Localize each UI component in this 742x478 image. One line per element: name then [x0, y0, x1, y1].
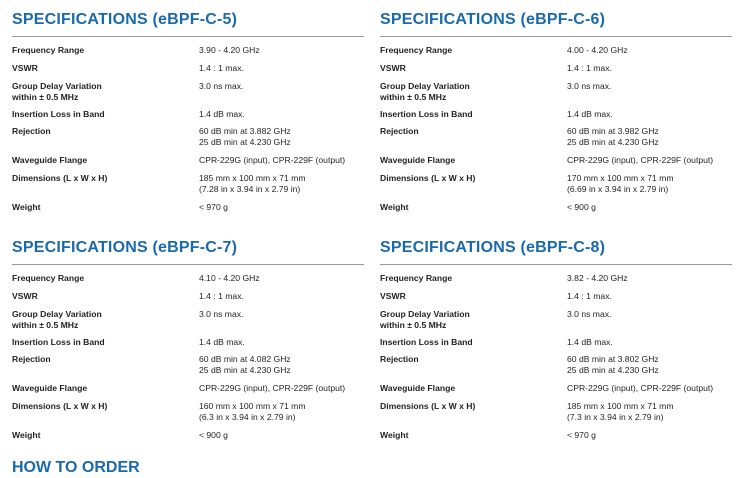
- spec-value-line: CPR-229G (input), CPR-229F (output): [199, 155, 346, 165]
- spec-label-line-2: within ± 0.5 MHz: [12, 91, 79, 102]
- spec-value: [199, 354, 374, 375]
- spec-value-line-2: 25 dB min at 4.230 GHz: [199, 136, 291, 147]
- spec-label: [12, 291, 192, 302]
- spec-label: [12, 401, 192, 412]
- spec-value-line: 185 mm x 100 mm x 71 mm: [199, 173, 306, 183]
- spec-value-line: 1.4 : 1 max.: [199, 63, 244, 73]
- spec-label: [380, 401, 560, 412]
- spec-label: [380, 383, 560, 394]
- spec-value-line: 60 dB min at 3.982 GHz: [567, 126, 659, 136]
- spec-value-line: CPR-229G (input), CPR-229F (output): [567, 383, 714, 393]
- spec-label-line: Waveguide Flange: [380, 383, 456, 393]
- spec-value-line-2: (7.28 in x 3.94 in x 2.79 in): [199, 183, 301, 194]
- spec-value-line: 4.10 - 4.20 GHz: [199, 273, 260, 283]
- section-divider: [380, 36, 732, 37]
- spec-label: [380, 109, 560, 120]
- spec-value: [567, 430, 742, 441]
- spec-value: [567, 45, 742, 56]
- spec-value: [199, 273, 374, 284]
- spec-value-line-2: 25 dB min at 4.230 GHz: [567, 136, 659, 147]
- spec-value-line: < 900 g: [567, 202, 596, 212]
- spec-value-line: 1.4 : 1 max.: [199, 291, 244, 301]
- spec-value-line: 1.4 dB max.: [199, 109, 245, 119]
- spec-value: [567, 81, 742, 92]
- spec-label: [12, 430, 192, 441]
- spec-label: [380, 126, 560, 137]
- spec-label: [380, 291, 560, 302]
- spec-label-line-2: within ± 0.5 MHz: [12, 319, 79, 330]
- spec-value: [567, 63, 742, 74]
- spec-value: [567, 126, 742, 147]
- spec-value-line: 3.82 - 4.20 GHz: [567, 273, 628, 283]
- spec-value-line-2: (7.3 in x 3.94 in x 2.79 in): [567, 411, 664, 422]
- spec-label: [380, 309, 560, 330]
- spec-label: [380, 45, 560, 56]
- spec-label: [380, 63, 560, 74]
- spec-label-line: Insertion Loss in Band: [12, 109, 105, 119]
- spec-label: [12, 309, 192, 330]
- spec-label-line: Frequency Range: [380, 45, 453, 55]
- spec-value-line: 185 mm x 100 mm x 71 mm: [567, 401, 674, 411]
- section-title: SPECIFICATIONS (eBPF-C-7): [12, 239, 238, 256]
- spec-label-line: Frequency Range: [12, 273, 85, 283]
- spec-value: [199, 401, 374, 422]
- spec-value: [199, 291, 374, 302]
- spec-label: [380, 273, 560, 284]
- spec-label: [380, 354, 560, 365]
- spec-label: [12, 109, 192, 120]
- spec-value: [567, 383, 742, 394]
- spec-label-line: Group Delay Variation: [12, 309, 102, 319]
- spec-value-line: 3.0 ns max.: [199, 309, 244, 319]
- spec-value-line-2: (6.69 in x 3.94 in x 2.79 in): [567, 183, 669, 194]
- spec-value: [199, 202, 374, 213]
- spec-value-line: 60 dB min at 3.802 GHz: [567, 354, 659, 364]
- spec-label-line: Insertion Loss in Band: [12, 337, 105, 347]
- spec-label-line: Waveguide Flange: [12, 155, 88, 165]
- spec-label-line: Rejection: [380, 126, 419, 136]
- spec-value-line: 3.0 ns max.: [199, 81, 244, 91]
- spec-value-line: 1.4 : 1 max.: [567, 291, 612, 301]
- spec-label-line: VSWR: [380, 291, 406, 301]
- spec-value: [567, 202, 742, 213]
- section-title: SPECIFICATIONS (eBPF-C-6): [380, 11, 606, 28]
- spec-label: [380, 173, 560, 184]
- spec-label-line: Group Delay Variation: [380, 309, 470, 319]
- spec-label-line: Rejection: [380, 354, 419, 364]
- spec-value-line: < 970 g: [567, 430, 596, 440]
- spec-value: [199, 45, 374, 56]
- spec-value: [199, 337, 374, 348]
- spec-label: [12, 155, 192, 166]
- spec-value: [199, 430, 374, 441]
- spec-label-line: Rejection: [12, 126, 51, 136]
- spec-value-line: 160 mm x 100 mm x 71 mm: [199, 401, 306, 411]
- spec-label-line: Weight: [380, 202, 409, 212]
- spec-label-line: Weight: [380, 430, 409, 440]
- spec-value: [199, 173, 374, 194]
- spec-section-ebpf-c-7: [12, 238, 364, 440]
- spec-value: [199, 309, 374, 320]
- how-to-order-heading: HOW TO ORDER: [12, 459, 140, 476]
- spec-value: [199, 81, 374, 92]
- spec-label-line: Dimensions (L x W x H): [12, 401, 108, 411]
- spec-value-line: 1.4 dB max.: [199, 337, 245, 347]
- spec-label-line: Group Delay Variation: [380, 81, 470, 91]
- spec-label-line: Rejection: [12, 354, 51, 364]
- spec-value: [199, 126, 374, 147]
- section-title: SPECIFICATIONS (eBPF-C-8): [380, 239, 606, 256]
- spec-label-line-2: within ± 0.5 MHz: [380, 319, 447, 330]
- spec-value-line: 1.4 dB max.: [567, 109, 613, 119]
- spec-value-line: < 900 g: [199, 430, 228, 440]
- spec-label: [12, 354, 192, 365]
- spec-label: [380, 81, 560, 102]
- spec-value-line: 60 dB min at 4.082 GHz: [199, 354, 291, 364]
- spec-value-line: CPR-229G (input), CPR-229F (output): [199, 383, 346, 393]
- spec-label: [12, 45, 192, 56]
- section-divider: [12, 264, 364, 265]
- spec-label-line: Weight: [12, 430, 41, 440]
- spec-label: [12, 273, 192, 284]
- spec-label-line: Weight: [12, 202, 41, 212]
- spec-value-line: 170 mm x 100 mm x 71 mm: [567, 173, 674, 183]
- spec-section-ebpf-c-5: [12, 10, 364, 212]
- spec-value: [567, 354, 742, 375]
- spec-value-line: 4.00 - 4.20 GHz: [567, 45, 628, 55]
- spec-value-line: 60 dB min at 3.882 GHz: [199, 126, 291, 136]
- spec-value: [567, 401, 742, 422]
- spec-value: [567, 273, 742, 284]
- spec-label-line: Group Delay Variation: [12, 81, 102, 91]
- spec-value: [567, 337, 742, 348]
- spec-section-ebpf-c-8: [380, 238, 732, 440]
- spec-value: [199, 109, 374, 120]
- spec-label-line: Frequency Range: [12, 45, 85, 55]
- section-divider: [380, 264, 732, 265]
- spec-value: [567, 291, 742, 302]
- spec-label: [12, 63, 192, 74]
- spec-value: [199, 155, 374, 166]
- spec-value-line: 3.0 ns max.: [567, 309, 612, 319]
- spec-label: [12, 337, 192, 348]
- spec-label: [380, 155, 560, 166]
- spec-value: [567, 309, 742, 320]
- spec-label: [12, 126, 192, 137]
- spec-label-line: Waveguide Flange: [12, 383, 88, 393]
- spec-value: [567, 173, 742, 194]
- spec-label-line: VSWR: [12, 63, 38, 73]
- spec-label: [12, 202, 192, 213]
- spec-value-line: CPR-229G (input), CPR-229F (output): [567, 155, 714, 165]
- spec-label-line: Insertion Loss in Band: [380, 109, 473, 119]
- spec-section-ebpf-c-6: [380, 10, 732, 212]
- spec-label: [380, 430, 560, 441]
- spec-label: [12, 81, 192, 102]
- spec-label-line: VSWR: [12, 291, 38, 301]
- spec-value-line: 3.0 ns max.: [567, 81, 612, 91]
- spec-value-line: 1.4 : 1 max.: [567, 63, 612, 73]
- spec-value: [199, 383, 374, 394]
- spec-label-line-2: within ± 0.5 MHz: [380, 91, 447, 102]
- spec-label: [380, 337, 560, 348]
- spec-value-line: 1.4 dB max.: [567, 337, 613, 347]
- spec-label: [12, 173, 192, 184]
- spec-label-line: Dimensions (L x W x H): [12, 173, 108, 183]
- spec-value-line: < 970 g: [199, 202, 228, 212]
- spec-label-line: Insertion Loss in Band: [380, 337, 473, 347]
- spec-label-line: VSWR: [380, 63, 406, 73]
- spec-value-line-2: (6.3 in x 3.94 in x 2.79 in): [199, 411, 296, 422]
- spec-label-line: Frequency Range: [380, 273, 453, 283]
- spec-label: [12, 383, 192, 394]
- spec-label-line: Dimensions (L x W x H): [380, 173, 476, 183]
- spec-label: [380, 202, 560, 213]
- spec-value: [567, 109, 742, 120]
- spec-label-line: Dimensions (L x W x H): [380, 401, 476, 411]
- spec-label-line: Waveguide Flange: [380, 155, 456, 165]
- spec-value: [199, 63, 374, 74]
- section-title: SPECIFICATIONS (eBPF-C-5): [12, 11, 238, 28]
- spec-value: [567, 155, 742, 166]
- section-divider: [12, 36, 364, 37]
- spec-value-line: 3.90 - 4.20 GHz: [199, 45, 260, 55]
- spec-value-line-2: 25 dB min at 4.230 GHz: [567, 364, 659, 375]
- spec-value-line-2: 25 dB min at 4.230 GHz: [199, 364, 291, 375]
